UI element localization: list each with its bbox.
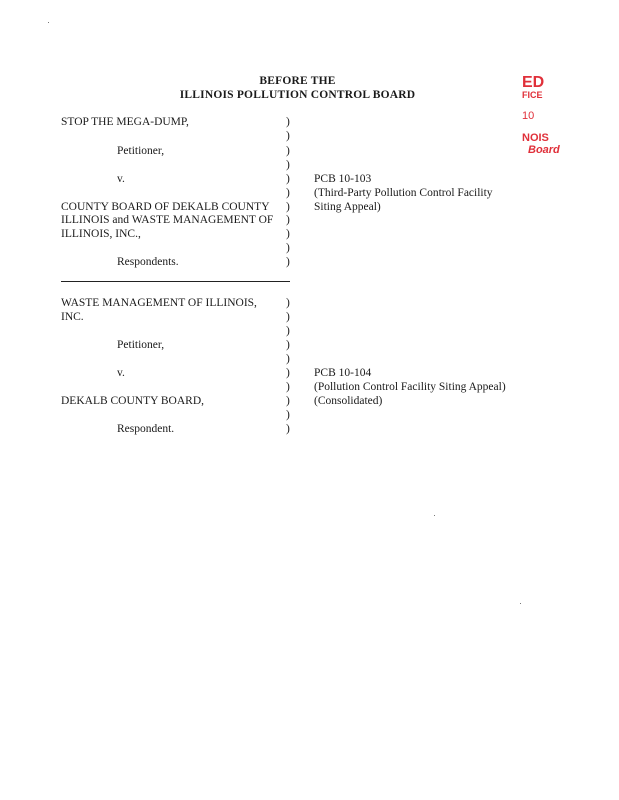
- paren-c1-7: ): [286, 201, 290, 213]
- case1-case-number: PCB 10-103: [314, 173, 372, 185]
- case1-respondent-line-2: ILLINOIS and WASTE MANAGEMENT OF: [61, 214, 274, 226]
- scan-speck: [48, 22, 49, 23]
- case1-petitioner-role: Petitioner,: [117, 145, 165, 157]
- caption-separator-rule: [61, 281, 290, 282]
- paren-c2-9: ): [286, 409, 290, 421]
- case1-petitioner-name: STOP THE MEGA-DUMP,: [61, 116, 189, 128]
- paren-c1-9: ): [286, 228, 290, 240]
- case1-case-desc-line-2: Siting Appeal): [314, 201, 381, 213]
- case2-petitioner-line-2: INC.: [61, 311, 84, 323]
- case2-respondent-name: DEKALB COUNTY BOARD,: [61, 395, 205, 407]
- case2-petitioner-role: Petitioner,: [117, 339, 165, 351]
- paren-c1-11: ): [286, 256, 290, 268]
- paren-c1-1: ): [286, 116, 290, 128]
- paren-c2-10: ): [286, 423, 290, 435]
- case1-respondent-line-3: ILLINOIS, INC.,: [61, 228, 141, 240]
- paren-c2-8: ): [286, 395, 290, 407]
- case2-case-number: PCB 10-104: [314, 367, 372, 379]
- case1-respondent-line-1: COUNTY BOARD OF DEKALB COUNTY: [61, 201, 270, 213]
- header-board-name: ILLINOIS POLLUTION CONTROL BOARD: [179, 89, 416, 101]
- scan-speck: [520, 603, 521, 604]
- case2-respondent-role: Respondent.: [117, 423, 175, 435]
- paren-c2-4: ): [286, 339, 290, 351]
- case2-case-desc-line-1: (Pollution Control Facility Siting Appeal): [314, 381, 506, 393]
- stamp-line-5: Board: [528, 144, 560, 156]
- paren-c1-3: ): [286, 145, 290, 157]
- paren-c2-7: ): [286, 381, 290, 393]
- paren-c1-10: ): [286, 242, 290, 254]
- paren-c2-6: ): [286, 367, 290, 379]
- paren-c2-3: ): [286, 325, 290, 337]
- case2-versus: v.: [117, 367, 125, 379]
- case2-petitioner-line-1: WASTE MANAGEMENT OF ILLINOIS,: [61, 297, 257, 309]
- paren-c1-5: ): [286, 173, 290, 185]
- paren-c2-5: ): [286, 353, 290, 365]
- case2-case-desc-line-2: (Consolidated): [314, 395, 383, 407]
- paren-c1-6: ): [286, 187, 290, 199]
- case1-versus: v.: [117, 173, 125, 185]
- stamp-line-4: NOIS: [522, 132, 549, 144]
- paren-c1-2: ): [286, 130, 290, 142]
- stamp-line-3: 10: [522, 110, 535, 122]
- paren-c1-8: ): [286, 214, 290, 226]
- case1-case-desc-line-1: (Third-Party Pollution Control Facility: [314, 187, 493, 199]
- header-before-the: BEFORE THE: [259, 75, 336, 87]
- paren-c2-1: ): [286, 297, 290, 309]
- paren-c1-4: ): [286, 159, 290, 171]
- stamp-line-2: FICE: [522, 90, 543, 100]
- scan-speck: [434, 515, 435, 516]
- stamp-line-1: ED: [522, 74, 545, 91]
- paren-c2-2: ): [286, 311, 290, 323]
- case1-respondent-role: Respondents.: [117, 256, 179, 268]
